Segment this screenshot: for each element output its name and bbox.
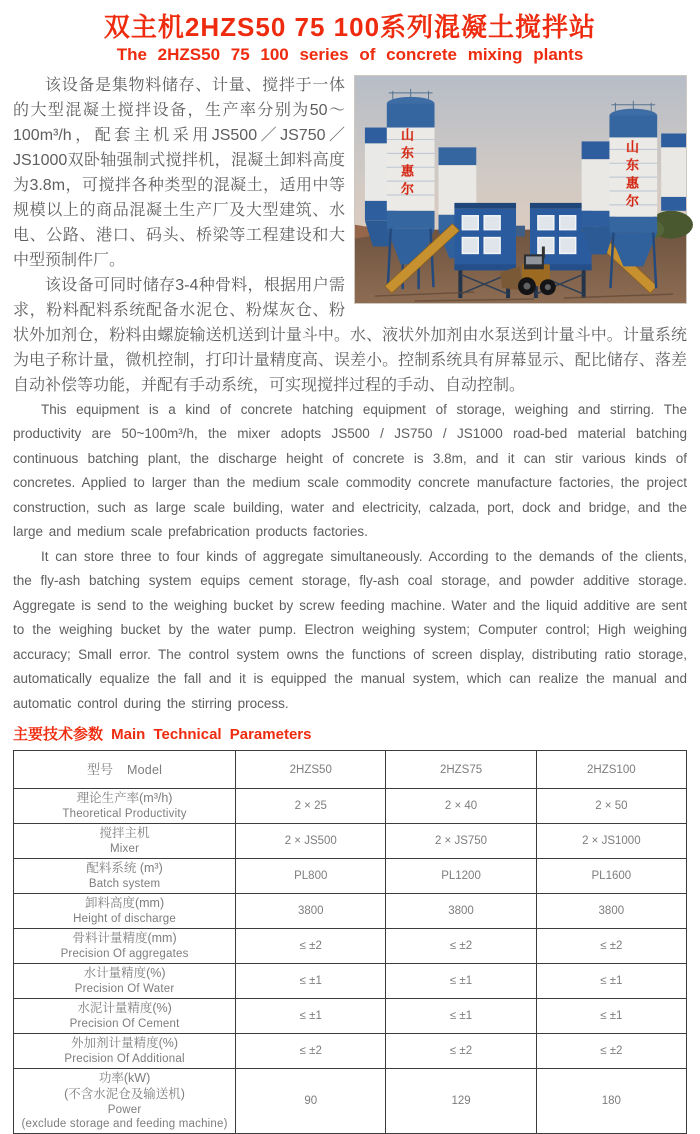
row-label [14,789,236,824]
intro-section [13,73,687,717]
table-cell: PL1200 [386,859,536,894]
table-cell: ≤ ±1 [236,964,386,999]
row-label-en: Precision Of Cement [69,1018,180,1031]
table-row-cement-precision [14,999,687,1034]
row-label-en: Theoretical Productivity [62,808,187,821]
row-label [14,929,236,964]
table-cell: ≤ ±2 [236,929,386,964]
row-label-en: Power [107,1103,142,1116]
row-label [14,751,236,789]
table-cell: 2 × 25 [236,789,386,824]
row-label-en: Batch system [88,878,161,891]
table-cell: 2 × 40 [386,789,536,824]
row-label [14,1034,236,1069]
silo-label-right: 山东惠尔 [624,139,639,212]
table-cell: 2HZS50 [236,751,386,789]
table-cell: PL1600 [536,859,686,894]
table-cell: PL800 [236,859,386,894]
intro-paragraph-zh-2: 该设备可同时储存3-4种骨料，根据用户需求，粉料配料系统配备水泥仓、粉煤灰仓、粉状外加剂仓，粉料由螺旋输送机送到计量斗中。水、液状外加剂由水泵送到计量斗中。计量系统为电子称计量，微机控制，打印计量精度高、误差小。控制系统具有屏幕显示、配比储存、落差自动补偿等功能，并配有手动系统，可实现搅拌过程的手动、自动控制。 [13,276,687,394]
table-cell: 3800 [386,894,536,929]
table-cell: ≤ ±2 [536,1034,686,1069]
plant-photo [354,75,687,304]
table-row-water-precision [14,964,687,999]
table-cell: ≤ ±1 [536,999,686,1034]
table-cell: 2 × 50 [536,789,686,824]
row-label-zh: 配料系统 (m³) [86,861,163,876]
table-cell: ≤ ±1 [536,964,686,999]
table-cell: ≤ ±2 [236,1034,386,1069]
table-cell: ≤ ±2 [386,1034,536,1069]
table-cell: ≤ ±1 [386,964,536,999]
table-cell: 2 × JS1000 [536,824,686,859]
table-row-discharge-height [14,894,687,929]
row-label-en: Precision Of aggregates [60,948,189,961]
row-label [14,894,236,929]
row-label-zh: 水泥计量精度(%) [77,1001,172,1016]
table-cell: 90 [236,1069,386,1134]
table-cell: ≤ ±2 [536,929,686,964]
row-label [14,824,236,859]
table-cell: ≤ ±2 [386,929,536,964]
table-cell: 2HZS75 [386,751,536,789]
table-cell: 180 [536,1069,686,1134]
row-label-en: Precision Of Additional [64,1053,185,1066]
table-row-batch-system [14,859,687,894]
intro-paragraph-en-1: This equipment is a kind of concrete hatching equipment of storage, weighing and stirring. The productivity are 50~100m³/h, the mixer adopts JS500 / JS750 / JS1000 road-bed material batching continuous batching plant, the discharge height of concrete is 3.8m, and it can stir various kinds of concretes. Applied to larger than the medium scale commodity concrete manufacture factories, the project construction, such as large scale building, water and electricity, calzada, port, dock and bridge, and the large and medium scale prefabrication products factories. [13,401,687,540]
row-label [14,999,236,1034]
table-row-additive-precision [14,1034,687,1069]
section-header: 主要技术参数 Main Technical Parameters [13,726,312,744]
page-subtitle: The 2HZS50 75 100 series of concrete mixing plants [116,44,584,64]
row-label-en: Height of discharge [73,913,176,926]
intro-paragraph-zh-1: 该设备是集物料储存、计量、搅拌于一体的大型混凝土搅拌设备，生产率分别为50～100m³/h，配套主机采用JS500／JS750／JS1000双卧轴强制式搅拌机，混凝土卸料高度为3.8m，可搅拌各种类型的混凝土，适用中等规模以上的商品混凝土生产厂及大型建筑、水电、公路、港口、码头、桥梁等工程建设和大中型预制件厂。 [13,76,345,269]
row-label-en: Model [127,762,163,777]
catalog-page [0,12,700,1131]
silo-label-left: 山东惠尔 [399,127,414,200]
parameters-table [13,750,687,1134]
row-label-zh: 外加剂计量精度(%) [71,1036,179,1051]
row-label-en2: (exclude storage and feeding machine) [21,1118,228,1131]
row-label-zh2: (不含水泥仓及输送机) [64,1087,185,1102]
table-row-model [14,751,687,789]
table-cell: 2 × JS500 [236,824,386,859]
row-label [14,964,236,999]
row-label-en: Mixer [109,843,140,856]
row-label-zh: 骨料计量精度(mm) [72,931,177,946]
row-label-zh: 功率(kW) [98,1071,151,1086]
row-label [14,859,236,894]
intro-paragraph-en-2: It can store three to four kinds of aggregate simultaneously. According to the demands of the clients, the fly-ash batching system equips cement storage, fly-ash coal storage, and powder additive storage. Aggregate is send to the weighing bucket by screw feeding machine. Water and the liquid additive are sent to the weighing bucket by the water pump. Electron weighing system; Computer control; High weighing accuracy; Small error. The control system owns the functions of screen display, distributing ratio storage, automatically equalize the fall and it is equipped the manual system, which can realize the manual and automatic control during the stirring process. [13,548,687,711]
table-row-mixer [14,824,687,859]
row-label [14,1069,236,1134]
table-cell: ≤ ±1 [386,999,536,1034]
row-label-zh: 水计量精度(%) [83,966,166,981]
row-label-zh: 型号 [87,761,114,777]
table-cell: 129 [386,1069,536,1134]
table-cell: ≤ ±1 [236,999,386,1034]
table-cell: 3800 [536,894,686,929]
table-row-productivity [14,789,687,824]
row-label-en: Precision Of Water [74,983,175,996]
row-label-zh: 搅拌主机 [99,826,150,841]
table-cell: 2HZS100 [536,751,686,789]
row-label-zh: 卸料高度(mm) [84,896,165,911]
table-cell: 2 × JS750 [386,824,536,859]
row-label-zh: 理论生产率(m³/h) [76,791,173,806]
table-cell: 3800 [236,894,386,929]
table-row-power [14,1069,687,1134]
page-title: 双主机2HZS50 75 100系列混凝土搅拌站 [103,12,597,42]
table-row-aggregate-precision [14,929,687,964]
